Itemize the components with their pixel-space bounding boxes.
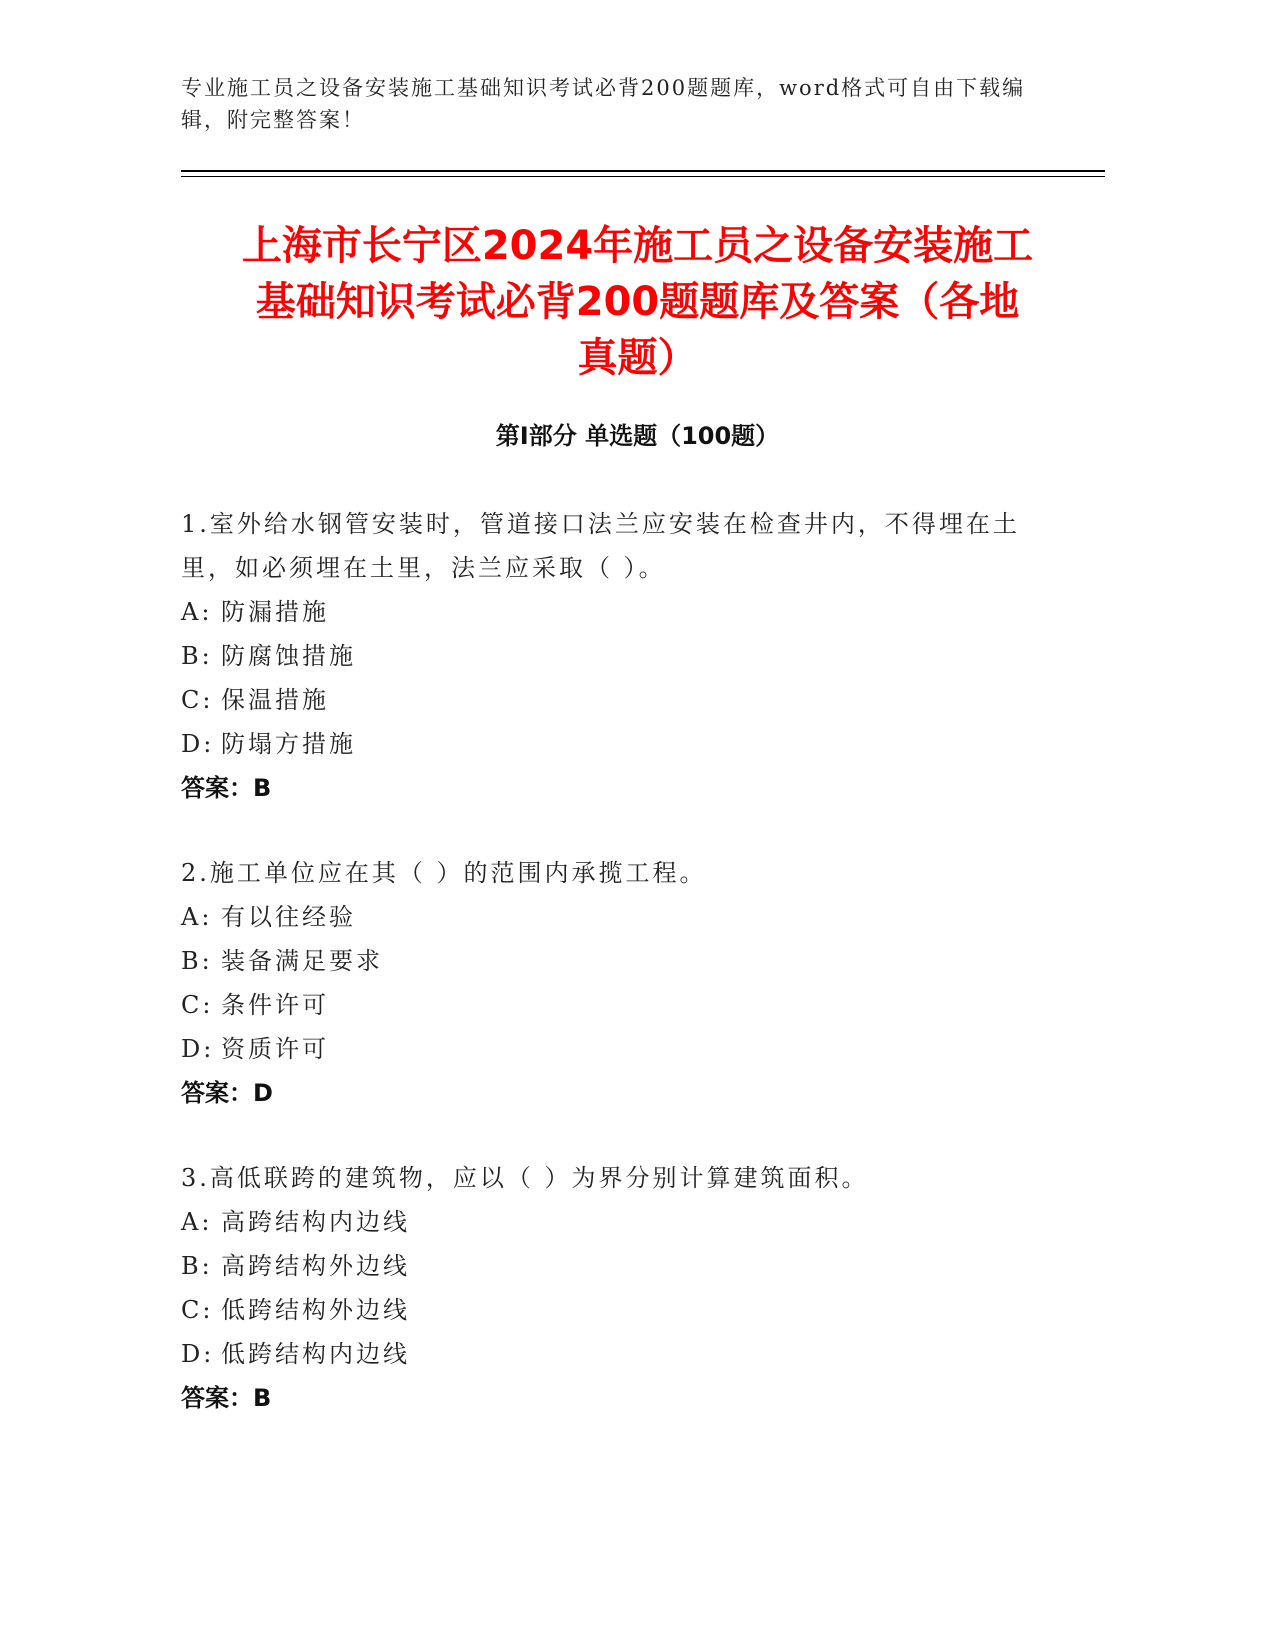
option-key: B: <box>181 642 213 670</box>
option-key: C: <box>181 1296 214 1324</box>
question-3 <box>181 1156 1041 1420</box>
section-heading: 第Ⅰ部分 单选题（100题） <box>495 422 780 450</box>
option-text: 条件许可 <box>221 991 329 1019</box>
option-text: 资质许可 <box>221 1035 329 1063</box>
option-d <box>181 1332 1041 1376</box>
question-stem: 1.室外给水钢管安装时，管道接口法兰应安装在检查井内，不得埋在土里，如必须埋在土里，法兰应采取（ ）。 <box>181 510 1020 582</box>
answer-label: 答案： <box>181 774 253 802</box>
document-title-line-1: 上海市长宁区2024年施工员之设备安装施工 <box>241 223 1034 269</box>
option-b <box>181 939 1041 983</box>
answer-line <box>181 1376 1041 1420</box>
question-stem: 2.施工单位应在其（ ）的范围内承揽工程。 <box>181 859 707 887</box>
option-key: C: <box>181 991 214 1019</box>
option-text: 高跨结构外边线 <box>221 1252 410 1280</box>
option-a <box>181 895 1041 939</box>
option-key: A: <box>181 903 213 931</box>
question-2 <box>181 851 1041 1115</box>
answer-label: 答案： <box>181 1079 253 1107</box>
option-key: D: <box>181 1035 215 1063</box>
option-text: 防腐蚀措施 <box>221 642 356 670</box>
option-c <box>181 1288 1041 1332</box>
option-key: D: <box>181 1340 215 1368</box>
answer-value: B <box>253 1384 272 1412</box>
option-text: 装备满足要求 <box>221 947 383 975</box>
answer-line <box>181 766 1041 810</box>
option-text: 低跨结构内边线 <box>221 1340 410 1368</box>
header-divider-thin <box>181 176 1105 177</box>
option-text: 有以往经验 <box>221 903 356 931</box>
option-key: A: <box>181 1208 213 1236</box>
answer-label: 答案： <box>181 1384 253 1412</box>
option-text: 防塌方措施 <box>221 730 356 758</box>
option-key: C: <box>181 686 214 714</box>
answer-value: D <box>253 1079 273 1107</box>
answer-line <box>181 1071 1041 1115</box>
option-key: B: <box>181 1252 213 1280</box>
question-stem: 3.高低联跨的建筑物，应以（ ）为界分别计算建筑面积。 <box>181 1164 869 1192</box>
option-d <box>181 1027 1041 1071</box>
option-b <box>181 634 1041 678</box>
option-b <box>181 1244 1041 1288</box>
option-text: 保温措施 <box>221 686 329 714</box>
option-key: B: <box>181 947 213 975</box>
header-divider-thick <box>181 170 1105 172</box>
document-title-line-2: 基础知识考试必背200题题库及答案（各地 <box>255 279 1020 325</box>
option-c <box>181 983 1041 1027</box>
answer-value: B <box>253 774 272 802</box>
option-text: 防漏措施 <box>221 598 329 626</box>
option-c <box>181 678 1041 722</box>
page-header: 专业施工员之设备安装施工基础知识考试必背200题题库，word格式可自由下载编辑，附完整答案！ <box>181 76 1026 132</box>
option-text: 低跨结构外边线 <box>221 1296 410 1324</box>
option-key: A: <box>181 598 213 626</box>
option-a <box>181 1200 1041 1244</box>
option-key: D: <box>181 730 215 758</box>
document-title <box>150 218 1125 386</box>
option-text: 高跨结构内边线 <box>221 1208 410 1236</box>
document-title-line-3: 真题） <box>577 335 698 381</box>
question-list <box>181 502 1041 1461</box>
option-a <box>181 590 1041 634</box>
question-1 <box>181 502 1041 810</box>
option-d <box>181 722 1041 766</box>
